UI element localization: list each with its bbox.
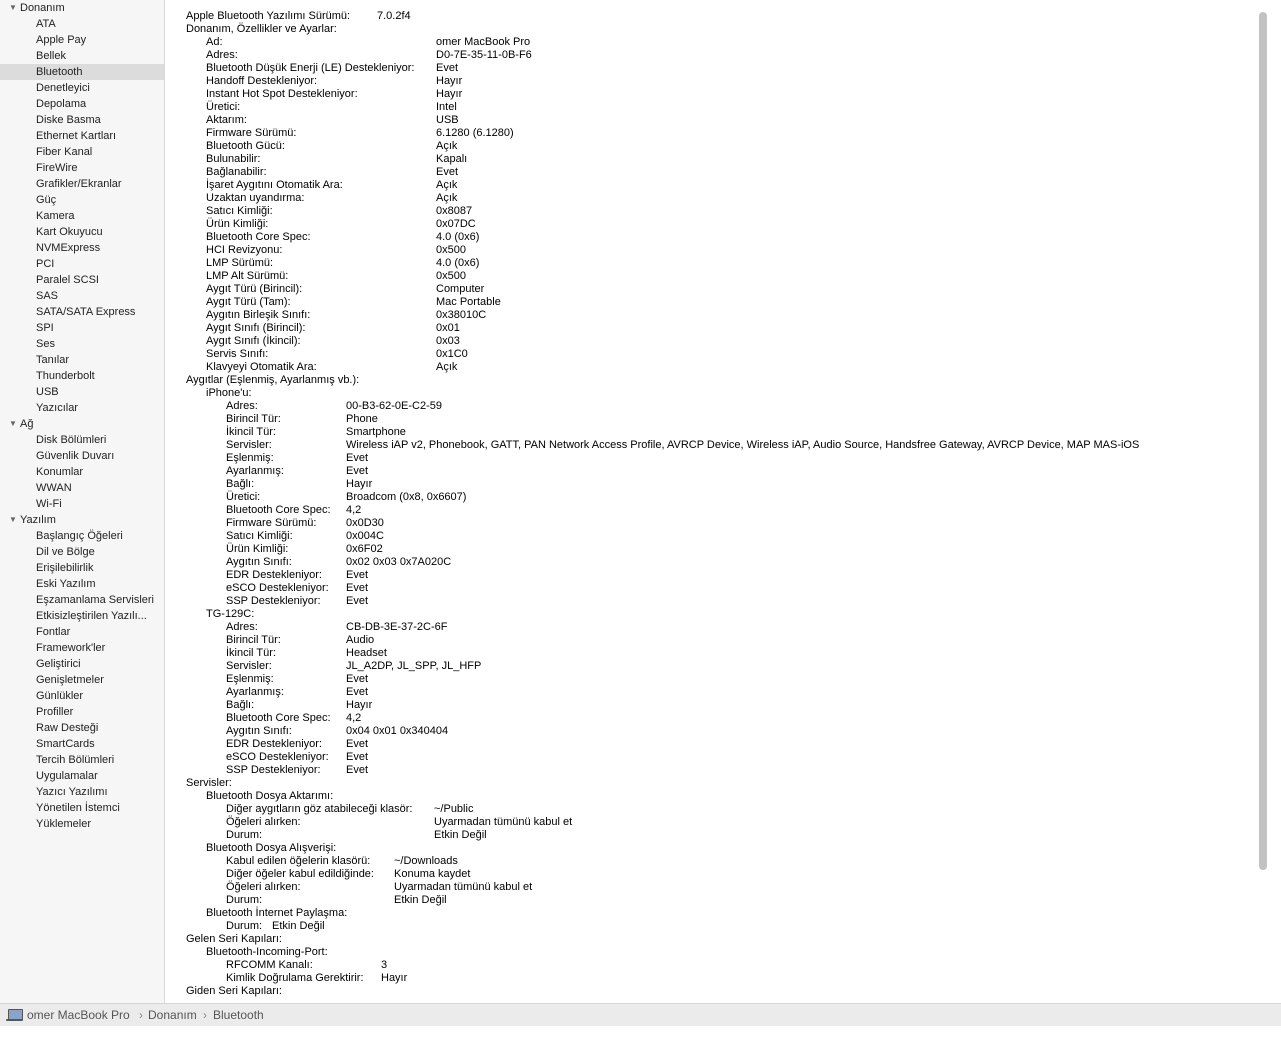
property-value: 0x6F02 [346,543,383,555]
sidebar-item-label: SATA/SATA Express [36,306,136,318]
property-key: Ayarlanmış: [226,465,284,477]
property-key: Eşlenmiş: [226,452,274,464]
property-key: Servis Sınıfı: [206,348,269,360]
property-key: Aygıt Türü (Tam): [206,296,291,308]
disclosure-triangle-icon[interactable]: ▼ [9,3,17,12]
property-key: Bluetooth Core Spec: [226,712,331,724]
sidebar-item-label: USB [36,386,59,398]
property-key: Aygıt Sınıfı (İkincil): [206,335,301,347]
sidebar-item-label: Denetleyici [36,82,90,94]
property-value: Evet [346,569,369,581]
sidebar-item[interactable] [0,288,164,304]
sidebar-item[interactable] [0,672,164,688]
property-key: Servisler: [186,777,232,789]
property-value: Evet [346,764,369,776]
property-key: Aygıtlar (Eşlenmiş, Ayarlanmış vb.): [186,374,360,386]
property-value: USB [436,114,459,126]
property-value: Açık [436,361,458,373]
property-value: 0x04 0x01 0x340404 [346,725,449,737]
sidebar-item[interactable] [0,320,164,336]
property-value: Evet [346,673,369,685]
property-value: Etkin Değil [434,829,487,841]
sidebar-item[interactable] [0,496,164,512]
property-key: Üretici: [206,101,241,113]
sidebar-category-label: Donanım [20,2,65,14]
sidebar-item[interactable] [0,752,164,768]
sidebar-item-label: NVMExpress [36,242,101,254]
property-value: Hayır [436,88,463,100]
sidebar-item-label: Grafikler/Ekranlar [36,178,122,190]
property-value: 4,2 [346,504,362,516]
property-value: 0x500 [436,270,466,282]
property-key: SSP Destekleniyor: [226,764,321,776]
sidebar-item-label: Tercih Bölümleri [36,754,115,766]
laptop-icon [8,1009,23,1020]
property-value: 0x02 0x03 0x7A020C [346,556,452,568]
property-value: D0-7E-35-11-0B-F6 [436,49,532,61]
property-key: LMP Sürümü: [206,257,274,269]
sidebar-item[interactable] [0,48,164,64]
sidebar-item-label: Güvenlik Duvarı [36,450,115,462]
sidebar-item-label: Ethernet Kartları [36,130,117,142]
sidebar-item[interactable] [0,80,164,96]
sidebar-item-label: Uygulamalar [36,770,98,782]
property-key: Aygıtın Sınıfı: [226,725,292,737]
property-key: Durum: [226,829,263,841]
property-value: Headset [346,647,387,659]
property-key: Birincil Tür: [226,634,281,646]
property-value: 0x0D30 [346,517,384,529]
property-value: Evet [436,62,459,74]
property-value: Uyarmadan tümünü kabul et [434,816,573,828]
property-key: Bluetooth Dosya Aktarımı: [206,790,334,802]
property-value: Açık [436,179,458,191]
sidebar-item[interactable] [0,64,164,80]
property-value: Uyarmadan tümünü kabul et [394,881,533,893]
property-value: Evet [346,751,369,763]
sidebar-item-label: Günlükler [36,690,84,702]
sidebar-item-label: SAS [36,290,59,302]
property-key: Durum: [226,920,263,932]
property-value: 6.1280 (6.1280) [436,127,514,139]
disclosure-triangle-icon[interactable]: ▼ [9,419,17,428]
property-value: ~/Downloads [394,855,458,867]
sidebar-item[interactable] [0,432,164,448]
property-key: Bağlanabilir: [206,166,267,178]
property-key: Uzaktan uyandırma: [206,192,305,204]
sidebar-item[interactable] [0,400,164,416]
property-key: HCI Revizyonu: [206,244,283,256]
sidebar-item-label: Depolama [36,98,87,110]
property-value: Konuma kaydet [394,868,471,880]
chevron-right-icon: › [203,1008,207,1022]
property-key: EDR Destekleniyor: [226,738,322,750]
property-key: Adres: [226,400,258,412]
sidebar-item-label: Erişilebilirlik [36,562,94,574]
property-value: ~/Public [434,803,474,815]
sidebar-item[interactable] [0,192,164,208]
sidebar-item[interactable] [0,608,164,624]
property-key: Servisler: [226,439,272,451]
property-key: Bluetooth İnternet Paylaşma: [206,907,348,919]
property-value: Evet [346,452,369,464]
property-key: Ad: [206,36,223,48]
property-value: Açık [436,140,458,152]
property-key: eSCO Destekleniyor: [226,751,329,763]
sidebar-item[interactable] [0,528,164,544]
sidebar-item[interactable] [0,240,164,256]
property-value: Broadcom (0x8, 0x6607) [346,491,467,503]
property-key: Klavyeyi Otomatik Ara: [206,361,317,373]
sidebar-category-label: Ağ [20,418,34,430]
property-key: Birincil Tür: [226,413,281,425]
sidebar-item-label: SmartCards [36,738,95,750]
sidebar-item[interactable] [0,784,164,800]
breadcrumb-item[interactable]: Bluetooth [213,1008,264,1022]
property-key: Bluetooth Dosya Alışverişi: [206,842,337,854]
sidebar-item-label: Yazıcı Yazılımı [36,786,108,798]
sidebar-item[interactable] [0,16,164,32]
property-value: Intel [436,101,457,113]
property-value: 0x38010C [436,309,487,321]
property-value: Evet [346,686,369,698]
property-key: Bluetooth Düşük Enerji (LE) Destekleniyor: [206,62,415,74]
property-key: Handoff Destekleniyor: [206,75,318,87]
sidebar-item[interactable] [0,448,164,464]
sidebar-item-label: Dil ve Bölge [36,546,95,558]
sidebar-item-label: Fontlar [36,626,71,638]
sidebar-item-label: Kamera [36,210,75,222]
property-key: eSCO Destekleniyor: [226,582,329,594]
sidebar-item-label: Bluetooth [36,66,83,78]
sidebar-item-label: FireWire [36,162,78,174]
sidebar-item-label: Thunderbolt [36,370,95,382]
property-key: Diğer öğeler kabul edildiğinde: [226,868,374,880]
sidebar-item[interactable] [0,688,164,704]
property-value: Hayır [346,478,373,490]
sidebar-item-label: PCI [36,258,55,270]
property-value: omer MacBook Pro [436,36,531,48]
property-value: 0x500 [436,244,466,256]
sidebar-category[interactable] [0,512,164,528]
sidebar-item-label: Genişletmeler [36,674,104,686]
property-key: Donanım, Özellikler ve Ayarlar: [186,23,337,35]
property-value: Audio [346,634,375,646]
property-key: Öğeleri alırken: [226,816,301,828]
property-value: 3 [381,959,388,971]
detail-pane [165,0,1255,1000]
property-value: 0x004C [346,530,384,542]
property-value: Evet [346,582,369,594]
property-key: Bluetooth Core Spec: [206,231,311,243]
property-key: Adres: [226,621,258,633]
sidebar-item[interactable] [0,656,164,672]
property-key: Bağlı: [226,699,255,711]
sidebar-category-label: Yazılım [20,514,56,526]
property-key: Ürün Kimliği: [226,543,289,555]
property-value: 00-B3-62-0E-C2-59 [346,400,442,412]
property-key: Firmware Sürümü: [226,517,317,529]
sidebar-item[interactable] [0,304,164,320]
property-value: Evet [346,595,369,607]
property-key: Bulunabilir: [206,153,261,165]
property-key: Satıcı Kimliği: [226,530,293,542]
sidebar-item[interactable] [0,560,164,576]
sidebar-item[interactable] [0,128,164,144]
property-value: CB-DB-3E-37-2C-6F [346,621,448,633]
property-key: Diğer aygıtların göz atabileceği klasör: [226,803,413,815]
sidebar-item-label: ATA [36,18,56,30]
property-value: Hayır [381,972,408,984]
property-key: Gelen Seri Kapıları: [186,933,282,945]
sidebar-item-label: Kart Okuyucu [36,226,103,238]
sidebar-item-label: Disk Bölümleri [36,434,107,446]
property-key: Satıcı Kimliği: [206,205,273,217]
sidebar-item-label: Yüklemeler [36,818,92,830]
property-value: Hayır [436,75,463,87]
property-value: Smartphone [346,426,406,438]
property-key: Ürün Kimliği: [206,218,269,230]
sidebar-category[interactable] [0,416,164,432]
sidebar-item[interactable] [0,336,164,352]
sidebar-item-label: Profiller [36,706,74,718]
property-value: Evet [346,465,369,477]
sidebar-item[interactable] [0,384,164,400]
property-value: Kapalı [436,153,468,165]
sidebar-item[interactable] [0,704,164,720]
property-value: Mac Portable [436,296,501,308]
sidebar-item[interactable] [0,272,164,288]
sidebar-item-label: Fiber Kanal [36,146,93,158]
property-key: EDR Destekleniyor: [226,569,322,581]
property-value: Computer [436,283,485,295]
property-key: Aygıtın Sınıfı: [226,556,292,568]
sidebar-item-label: Paralel SCSI [36,274,99,286]
sidebar-item[interactable] [0,96,164,112]
sidebar-item[interactable] [0,816,164,832]
sidebar-item[interactable] [0,224,164,240]
sidebar-item[interactable] [0,32,164,48]
property-key: SSP Destekleniyor: [226,595,321,607]
breadcrumb-computer[interactable]: omer MacBook Pro [27,1008,130,1022]
property-key: Üretici: [226,491,261,503]
sidebar-item-label: Geliştirici [36,658,81,670]
sidebar-item[interactable] [0,176,164,192]
property-key: Adres: [206,49,238,61]
property-key: Giden Seri Kapıları: [186,985,282,997]
sidebar-item-label: Diske Basma [36,114,101,126]
property-key: İşaret Aygıtını Otomatik Ara: [206,179,343,191]
property-key: Aygıtın Birleşik Sınıfı: [206,309,311,321]
property-key: Eşlenmiş: [226,673,274,685]
sidebar-item[interactable] [0,160,164,176]
sidebar-item[interactable] [0,768,164,784]
chevron-right-icon: › [139,1008,143,1022]
property-key: Kabul edilen öğelerin klasörü: [226,855,371,867]
property-value: 4,2 [346,712,362,724]
sidebar-item-label: Framework'ler [36,642,106,654]
sidebar-item-label: Bellek [36,50,66,62]
sidebar-item-label: Başlangıç Öğeleri [36,530,123,542]
property-key: Bluetooth Gücü: [206,140,285,152]
property-value: Phone [346,413,378,425]
sidebar-item[interactable] [0,144,164,160]
property-value: 4.0 (0x6) [436,257,480,269]
sidebar-category[interactable] [0,0,164,16]
sidebar-item[interactable] [0,256,164,272]
sidebar-item[interactable] [0,368,164,384]
sidebar-item[interactable] [0,352,164,368]
property-key: Firmware Sürümü: [206,127,297,139]
sidebar-item[interactable] [0,480,164,496]
property-key: iPhone'u: [206,387,252,399]
sidebar [0,0,165,1003]
sidebar-item-label: Wi-Fi [36,498,62,510]
sidebar-item-label: Yönetilen İstemci [36,802,120,814]
sidebar-item-label: Ses [36,338,55,350]
sidebar-item[interactable] [0,800,164,816]
sidebar-item-label: Yazıcılar [36,402,78,414]
property-key: Instant Hot Spot Destekleniyor: [206,88,358,100]
property-key: İkincil Tür: [226,647,276,659]
sidebar-item[interactable] [0,640,164,656]
sidebar-item[interactable] [0,112,164,128]
property-value: Evet [346,738,369,750]
property-key: Aygıt Sınıfı (Birincil): [206,322,306,334]
breadcrumb-bar [0,1003,1281,1026]
sidebar-item-label: WWAN [36,482,72,494]
disclosure-triangle-icon[interactable]: ▼ [9,515,17,524]
sidebar-item[interactable] [0,720,164,736]
property-value: Etkin Değil [394,894,447,906]
sidebar-item-label: Eski Yazılım [36,578,96,590]
sidebar-item-label: SPI [36,322,54,334]
property-key: Bağlı: [226,478,255,490]
breadcrumb-category[interactable]: Donanım [148,1008,197,1022]
sidebar-item[interactable] [0,544,164,560]
property-value: Etkin Değil [272,920,325,932]
property-key: İkincil Tür: [226,426,276,438]
property-value: 0x1C0 [436,348,468,360]
sidebar-item[interactable] [0,624,164,640]
property-key: TG-129C: [206,608,255,620]
sidebar-item-label: Eşzamanlama Servisleri [36,594,154,606]
property-key: LMP Alt Sürümü: [206,270,289,282]
property-value: JL_A2DP, JL_SPP, JL_HFP [346,660,482,672]
property-value: Evet [436,166,459,178]
property-value: 7.0.2f4 [377,10,411,22]
property-value: Açık [436,192,458,204]
property-value: 0x03 [436,335,460,347]
property-key: Kimlik Doğrulama Gerektirir: [226,972,364,984]
sidebar-item-label: Apple Pay [36,34,87,46]
property-value: 0x8087 [436,205,473,217]
sidebar-item[interactable] [0,208,164,224]
sidebar-item[interactable] [0,592,164,608]
property-key: Bluetooth-Incoming-Port: [206,946,328,958]
sidebar-item-label: Konumlar [36,466,84,478]
property-key: Durum: [226,894,263,906]
property-key: Bluetooth Core Spec: [226,504,331,516]
property-key: Öğeleri alırken: [226,881,301,893]
property-key: Apple Bluetooth Yazılımı Sürümü: [186,10,351,22]
property-key: Aygıt Türü (Birincil): [206,283,303,295]
property-key: Ayarlanmış: [226,686,284,698]
sidebar-item[interactable] [0,736,164,752]
property-value: 0x01 [436,322,460,334]
sidebar-item-label: Raw Desteği [36,722,99,734]
property-key: Aktarım: [206,114,247,126]
property-key: Servisler: [226,660,272,672]
sidebar-item-label: Güç [36,194,57,206]
property-value: 0x07DC [436,218,476,230]
sidebar-item[interactable] [0,576,164,592]
property-value: Hayır [346,699,373,711]
sidebar-item-label: Etkisizleştirilen Yazılı... [36,610,147,622]
vertical-scrollbar[interactable] [1259,12,1267,870]
property-value: 4.0 (0x6) [436,231,480,243]
property-key: RFCOMM Kanalı: [226,959,313,971]
sidebar-item-label: Tanılar [36,354,70,366]
sidebar-item[interactable] [0,464,164,480]
property-value: Wireless iAP v2, Phonebook, GATT, PAN Network Access Profile, AVRCP Device, Wireless iAP, Audio Source, Handsfree Gateway, AVRCP Device, MAP MAS-iOS [346,439,1140,451]
